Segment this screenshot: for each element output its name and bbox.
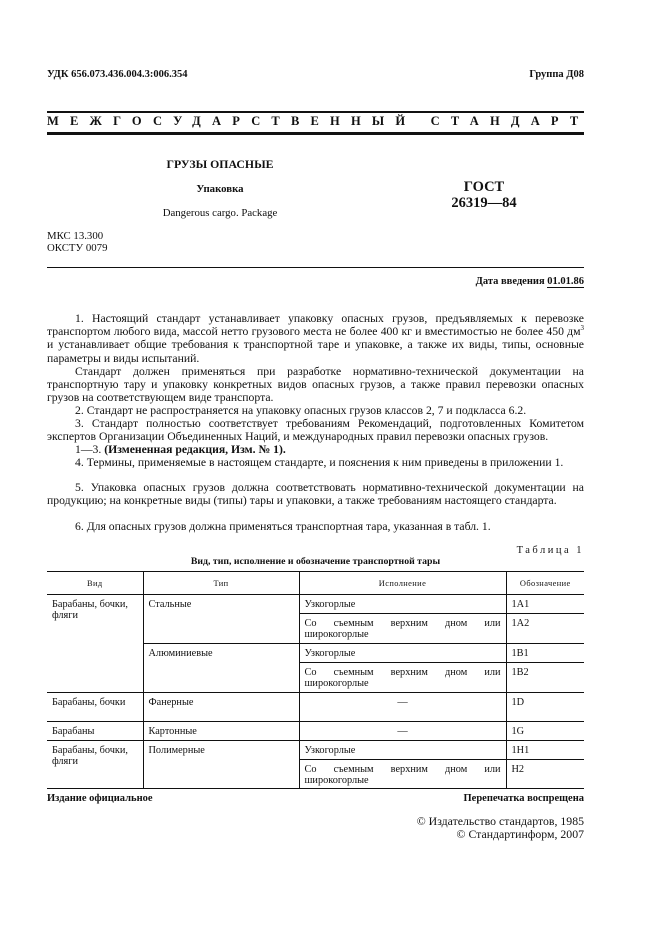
copyright-2007: © Стандартинформ, 2007: [456, 827, 584, 841]
cell-ispolnenie: Со съемным верхним дном или широкогорлые: [299, 614, 506, 644]
udk-code: УДК 656.073.436.004.3:006.354: [47, 69, 188, 80]
cell-tip: Полимерные: [143, 741, 299, 790]
cell-code: 1B2: [506, 663, 584, 693]
table-row: [47, 595, 584, 614]
cell-ispolnenie: —: [299, 722, 506, 741]
paragraph-3: 3. Стандарт полностью соответствует требованиям Рекомендаций, подготовленных Комитетом экспертов Организации Объединенных Наций, и международных правил перевозки опасных грузов.: [47, 417, 584, 444]
header-oboznachenie: Обозначение: [506, 572, 584, 595]
intro-date-label: Дата введения: [475, 276, 545, 287]
footer-rule: [47, 788, 584, 789]
cell-tip: Фанерные: [143, 693, 299, 722]
amendment-note: [47, 443, 584, 456]
paragraph-1-end: и устанавливает общие требования к транспортной таре и упаковке, а также их виды, типы, основные параметры и виды испытаний.: [47, 338, 584, 365]
cell-code: H2: [506, 760, 584, 790]
header-tip: Тип: [143, 572, 299, 595]
paragraph-6: 6. Для опасных грузов должна применяться транспортная тара, указанная в табл. 1.: [75, 520, 491, 533]
table-number: Таблица 1: [516, 545, 584, 556]
cell-vid: Барабаны, бочки, фляги: [52, 745, 128, 767]
cell-ispolnenie: Узкогорлые: [299, 741, 506, 760]
cell-ispolnenie: Со съемным верхним дном или широкогорлые: [299, 663, 506, 693]
cell-tip: Алюминиевые: [143, 644, 299, 693]
amendment-prefix: 1—3.: [75, 443, 105, 456]
mks-code: МКС 13.300: [47, 230, 104, 242]
english-title: Dangerous cargo. Package: [162, 207, 278, 219]
paragraph-1b: Стандарт должен применяться при разработке нормативно-технической документации на транспортную тару и упаковку конкретных видов опасных грузов, а также правил перевозки опасных грузов на соответствующем виде транспорта.: [47, 365, 584, 405]
cell-code: 1H1: [506, 741, 584, 760]
cell-ispolnenie: Узкогорлые: [299, 595, 506, 614]
cell-vid: Барабаны, бочки, фляги: [47, 595, 143, 693]
paragraph-5: 5. Упаковка опасных грузов должна соответствовать нормативно-технической документации на продукцию; на конкретные виды (типы) тары и упаковки, а также требованиям настоящего стандарта.: [47, 481, 584, 508]
cell-vid: Барабаны: [47, 722, 143, 741]
paragraph-1-text: 1. Настоящий стандарт устанавливает упаковку опасных грузов, предъявляемых к перевозке транспортом любого вида, массой нетто грузового места не более 400 кг и вместимостью не более 450 дм: [47, 312, 584, 339]
paragraph-1-sup: 3: [580, 324, 584, 333]
paragraph-2: 2. Стандарт не распространяется на упаковку опасных грузов классов 2, 7 и подкласса 6.2.: [75, 404, 527, 417]
amendment-text: (Измененная редакция, Изм. № 1).: [104, 443, 286, 456]
paragraph-4: 4. Термины, применяемые в настоящем стандарте, и пояснения к ним приведены в приложении 1.: [75, 456, 564, 469]
gost-label: ГОСТ: [463, 179, 505, 195]
heading-rule: [47, 132, 584, 135]
packaging-table: [47, 571, 584, 789]
group-code: Группа Д08: [529, 69, 584, 80]
cell-code: 1A1: [506, 595, 584, 614]
official-edition: Издание официальное: [47, 793, 153, 804]
cell-code: 1D: [506, 693, 584, 722]
reprint-prohibited: Перепечатка воспрещена: [463, 793, 584, 804]
top-rule: [47, 111, 584, 113]
standard-title: ГРУЗЫ ОПАСНЫЕ: [166, 157, 274, 171]
okstu-code: ОКСТУ 0079: [47, 242, 108, 254]
header-ispolnenie: Исполнение: [299, 572, 506, 595]
cell-ispolnenie: Узкогорлые: [299, 644, 506, 663]
table-row: [47, 741, 584, 760]
cell-code: 1A2: [506, 614, 584, 644]
intro-date: [476, 276, 584, 287]
table-caption: Вид, тип, исполнение и обозначение транспортной тары: [190, 556, 441, 567]
table-header-row: [47, 572, 584, 595]
cell-tip: Стальные: [143, 595, 299, 644]
cell-code: 1G: [506, 722, 584, 741]
intro-date-value: 01.01.86: [547, 276, 584, 287]
header-vid: Вид: [47, 572, 143, 595]
interstate-standard-heading: МЕЖГОСУДАРСТВЕННЫЙ СТАНДАРТ: [47, 114, 590, 128]
paragraph-1: [47, 312, 584, 365]
standard-subtitle: Упаковка: [196, 183, 244, 195]
cell-vid: Барабаны, бочки: [47, 693, 143, 722]
table-row: [47, 722, 584, 741]
gost-number: 26319—84: [451, 195, 517, 211]
cell-code: 1B1: [506, 644, 584, 663]
cell-ispolnenie: —: [299, 693, 506, 722]
table-row: [47, 693, 584, 722]
cell-tip: Картонные: [143, 722, 299, 741]
copyright-1985: © Издательство стандартов, 1985: [416, 814, 584, 828]
codes-rule: [47, 267, 584, 268]
cell-ispolnenie: Со съемным верхним дном или широкогорлые: [299, 760, 506, 790]
